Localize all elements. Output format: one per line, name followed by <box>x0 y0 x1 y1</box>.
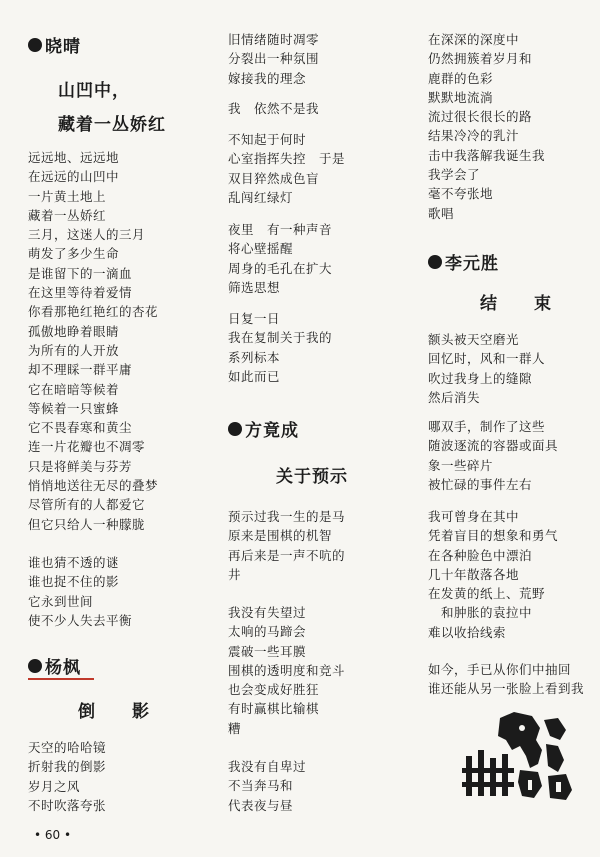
poem-line: 凭着盲目的想象和勇气 <box>428 528 559 544</box>
author-liyuansheng <box>428 249 499 274</box>
poem-line: 日复一日 <box>228 311 281 326</box>
poem-line: 在远远的山凹中 <box>28 169 120 185</box>
bullet-dot-icon <box>28 38 42 52</box>
poem-line: 是谁留下的一滴血 <box>28 265 133 281</box>
stanza <box>428 417 558 494</box>
poem-line: 分裂出一种氛围 <box>228 51 320 67</box>
stanza <box>228 603 345 738</box>
poem-line: 在各种脸色中漂泊 <box>428 547 533 563</box>
poem-line: 也会变成好胜狂 <box>228 682 320 698</box>
poem-line: 嫁接我的理念 <box>228 70 307 86</box>
poem-line: 糟 <box>228 720 242 736</box>
poem-title: 关于预示 <box>276 467 348 487</box>
author-name: 方竟成 <box>245 421 299 441</box>
poem-line: 筛选思想 <box>228 279 281 295</box>
author-xiaoqing <box>28 32 81 57</box>
bullet-dot-icon <box>228 422 242 436</box>
poem-line: 井 <box>228 566 242 582</box>
poem-line: 系列标本 <box>228 349 281 365</box>
poem-line: 我在复制关于我的 <box>228 330 333 346</box>
poem-line: 不当奔马和 <box>228 778 294 794</box>
poem-title-line1: 山凹中， <box>58 81 130 101</box>
poem-line: 难以收拾线索 <box>428 624 507 640</box>
poem-line: 预示过我一生的是马 <box>228 509 346 524</box>
stanza <box>228 220 332 297</box>
poem-line: 在这里等待着爱情 <box>28 285 133 301</box>
poem-title-line2: 藏着一丛娇红 <box>58 115 166 135</box>
poem-line: 被忙碌的事件左右 <box>428 476 533 492</box>
poem-line: 结果冷冷的乳汁 <box>428 128 520 144</box>
poem-line: 再后来是一声不吭的 <box>228 547 346 563</box>
stanza <box>428 507 558 642</box>
poem-line: 等候着一只蜜蜂 <box>28 400 120 416</box>
poem-line: 不知起于何时 <box>228 132 307 147</box>
poem-line: 太响的马蹄会 <box>228 624 307 640</box>
poem-line: 原来是围棋的机智 <box>228 528 333 544</box>
poem-line: 岁月之风 <box>28 778 81 794</box>
author-name: 李元胜 <box>445 254 499 274</box>
poem-line: 仍然拥簇着岁月和 <box>428 51 533 67</box>
stanza <box>228 99 319 118</box>
poem-line: 鹿群的色彩 <box>428 70 494 86</box>
poem-line: 夜里 有一种声音 <box>228 222 333 237</box>
bullet-dot-icon <box>28 659 42 673</box>
poem-line: 代表夜与昼 <box>228 797 294 813</box>
poem-line: 几十年散落各地 <box>428 566 520 582</box>
bullet-dot-icon <box>428 255 442 269</box>
poem-line: 一片黄土地上 <box>28 188 107 204</box>
poem-line: 如今，手已从你们中抽回 <box>428 662 572 677</box>
poem-line: 却不理睬一群平庸 <box>28 362 133 378</box>
poem-line: 我没有自卑过 <box>228 759 307 774</box>
poem-line: 心室指挥失控 于是 <box>228 151 346 167</box>
poem-line: 额头被天空磨光 <box>428 332 520 347</box>
poem-line: 使不少人失去平衡 <box>28 612 133 628</box>
poem-line: 孤傲地睁着眼睛 <box>28 323 120 339</box>
poem-title: 倒 影 <box>78 702 150 722</box>
poem-line: 尽管所有的人都爱它 <box>28 497 146 513</box>
author-underline <box>28 678 94 680</box>
poem-line: 藏着一丛娇红 <box>28 207 107 223</box>
page-number: • 60 • <box>34 828 72 842</box>
poem-line: 天空的哈哈镜 <box>28 740 107 755</box>
poem-line: 击中我落解我诞生我 <box>428 147 546 163</box>
poem-line: 震破一些耳膜 <box>228 643 307 659</box>
poem-line: 谁也捉不住的影 <box>28 574 120 590</box>
poem-line: 随波逐流的容器或面具 <box>428 438 559 454</box>
poem-line: 三月，这迷人的三月 <box>28 227 146 243</box>
poem-line: 我 依然不是我 <box>228 101 320 116</box>
poem-line: 只是将鲜美与芬芳 <box>28 458 133 474</box>
stanza <box>228 757 306 815</box>
poem-line: 连一片花瓣也不凋零 <box>28 439 146 455</box>
poem-line: 有时赢棋比输棋 <box>228 701 320 717</box>
poem-line: 乱闯红绿灯 <box>228 189 294 205</box>
poem-line: 谁也猜不透的谜 <box>28 555 120 570</box>
poem-line: 它在暗暗等候着 <box>28 381 120 397</box>
poem-line: 哪双手，制作了这些 <box>428 419 546 434</box>
poem-line: 我学会了 <box>428 167 481 183</box>
poem-line: 悄悄地送往无尽的叠梦 <box>28 478 159 494</box>
poem-line: 远远地、远远地 <box>28 150 120 165</box>
poem-line: 毫不夸张地 <box>428 186 494 202</box>
author-name: 晓晴 <box>45 37 81 57</box>
stanza <box>428 330 545 407</box>
poem-line: 围棋的透明度和竞斗 <box>228 662 346 678</box>
stanza <box>28 553 132 630</box>
poem-line: 双目猝然成色盲 <box>228 170 320 186</box>
poem-line: 但它只给人一种朦胧 <box>28 516 146 532</box>
poem-line: 折射我的倒影 <box>28 759 107 775</box>
stanza <box>28 148 158 534</box>
poem-line: 我可曾身在其中 <box>428 509 520 524</box>
poem-line: 然后消失 <box>428 389 481 405</box>
stanza <box>228 309 332 386</box>
stanza <box>228 130 345 207</box>
poem-line: 谁还能从另一张脸上看到我 <box>428 681 585 697</box>
author-fangjingcheng <box>228 416 299 441</box>
stanza <box>428 660 584 699</box>
poem-line: 默默地流淌 <box>428 89 494 105</box>
poem-line: 象一些碎片 <box>428 457 494 473</box>
poem-line: 旧情绪随时凋零 <box>228 32 320 47</box>
poem-line: 吹过我身上的缝隙 <box>428 370 533 386</box>
poem-line: 将心壁摇醒 <box>228 241 294 257</box>
stanza <box>428 30 545 223</box>
stanza <box>228 30 319 88</box>
poem-line: 如此而已 <box>228 368 281 384</box>
poem-line: 为所有的人开放 <box>28 342 120 358</box>
poem-line: 萌发了多少生命 <box>28 246 120 262</box>
poem-line: 不时吹落夸张 <box>28 797 107 813</box>
poem-title: 结 束 <box>480 294 552 314</box>
poem-line: 它永到世间 <box>28 593 94 609</box>
poem-line: 和肿胀的袁拉中 <box>428 605 533 621</box>
poem-line: 周身的毛孔在扩大 <box>228 260 333 276</box>
poem-line: 流过很长很长的路 <box>428 109 533 125</box>
poem-line: 我没有失望过 <box>228 605 307 620</box>
woodcut-illustration <box>462 710 574 802</box>
stanza <box>228 507 345 584</box>
poem-line: 在深深的深度中 <box>428 32 520 47</box>
author-name: 杨枫 <box>45 658 81 678</box>
stanza <box>28 738 106 815</box>
poem-line: 回忆时，风和一群人 <box>428 351 546 367</box>
poem-line: 你看那艳红艳红的杏花 <box>28 304 159 320</box>
poem-line: 它不畏春寒和黄尘 <box>28 420 133 436</box>
poem-line: 歌唱 <box>428 205 455 221</box>
poem-line: 在发黄的纸上、荒野 <box>428 586 546 602</box>
author-yangfeng <box>28 653 81 678</box>
